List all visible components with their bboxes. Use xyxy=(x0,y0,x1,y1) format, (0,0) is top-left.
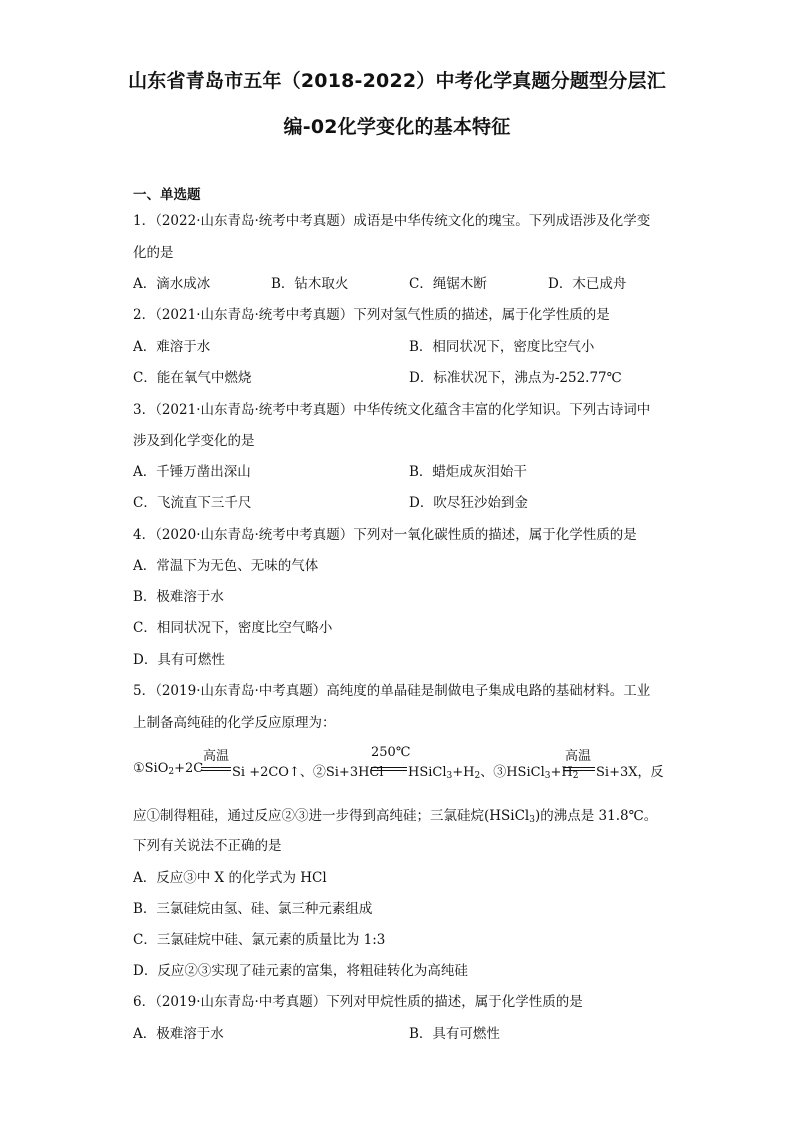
eq3-arrow-line xyxy=(563,767,595,768)
q2-option-b: B．相同状况下，密度比空气小 xyxy=(409,339,595,355)
document-title-line1: 山东省青岛市五年（2018-2022）中考化学真题分题型分层汇 xyxy=(128,70,666,92)
q6-option-a: A．极难溶于水 xyxy=(133,1026,224,1042)
eq2-condition: 250℃ xyxy=(371,745,411,760)
document-title-line2: 编-02化学变化的基本特征 xyxy=(283,116,511,138)
q1-option-d: D．木已成舟 xyxy=(548,276,627,292)
eq3-arrow-line2 xyxy=(563,770,595,771)
question-1-stem-cont: 化的是 xyxy=(133,245,174,261)
question-5-explanation: 应①制得粗硅，通过反应②③进一步得到高纯硅；三氯硅烷(HSiCl$_3$)的沸点是 31.8℃。 xyxy=(133,808,658,825)
q2-option-d: D．标准状况下，沸点为-252.77℃ xyxy=(409,370,622,386)
eq2-arrow-line2 xyxy=(371,770,407,771)
eq3-condition: 高温 xyxy=(565,749,592,764)
eq1-arrow-line2 xyxy=(201,770,231,771)
eq2-product: $HSiCl_3+H_2$、$③HSiCl_3+H_2$ xyxy=(408,765,579,781)
question-2-stem: 2．（2021·山东青岛·统考中考真题）下列对氢气性质的描述，属于化学性质的是 xyxy=(133,307,610,323)
eq1-condition: 高温 xyxy=(203,749,230,764)
q5-option-a: A．反应③中 X 的化学式为 HCl xyxy=(133,870,327,886)
q2-option-a: A．难溶于水 xyxy=(133,339,211,355)
question-1-stem: 1．（2022·山东青岛·统考中考真题）成语是中华传统文化的瑰宝。下列成语涉及化学变 xyxy=(133,213,651,229)
eq1-arrow-line xyxy=(201,767,231,768)
q5-option-c: C．三氯硅烷中硅、氯元素的质量比为 1:3 xyxy=(133,932,386,948)
q5-option-b: B．三氯硅烷由氢、硅、氯三种元素组成 xyxy=(133,901,373,917)
eq3-product: Si+3X，反 xyxy=(596,765,664,780)
q5-option-d: D．反应②③实现了硅元素的富集，将粗硅转化为高纯硅 xyxy=(133,963,468,979)
eq1-reactant: ①SiO$_2$+2C xyxy=(133,761,204,777)
q4-option-a: A．常温下为无色、无味的气体 xyxy=(133,558,319,574)
q1-option-a: A．滴水成冰 xyxy=(133,276,211,292)
question-3-stem-cont: 涉及到化学变化的是 xyxy=(133,433,255,449)
q6-option-b: B．具有可燃性 xyxy=(409,1026,500,1042)
q3-option-b: B．蜡炬成灰泪始干 xyxy=(409,464,527,480)
q1-option-b: B．钻木取火 xyxy=(271,276,349,292)
q2-option-c: C．能在氧气中燃烧 xyxy=(133,370,252,386)
question-5-stem: 5．（2019·山东青岛·中考真题）高纯度的单晶硅是制做电子集成电路的基础材料。工业 xyxy=(133,683,651,699)
eq1-product: Si +2CO↑、②Si+3HCl xyxy=(232,765,384,780)
question-5-stem-cont: 上制备高纯硅的化学反应原理为： xyxy=(133,715,336,731)
question-5-prompt: 下列有关说法不正确的是 xyxy=(133,838,282,854)
q3-option-c: C．飞流直下三千尺 xyxy=(133,495,252,511)
q4-option-c: C．相同状况下，密度比空气略小 xyxy=(133,620,333,636)
q3-option-a: A．千锤万凿出深山 xyxy=(133,464,251,480)
question-6-stem: 6．（2019·山东青岛·中考真题）下列对甲烷性质的描述，属于化学性质的是 xyxy=(133,994,583,1010)
q1-option-c: C．绳锯木断 xyxy=(409,276,487,292)
question-4-stem: 4．（2020·山东青岛·统考中考真题）下列对一氧化碳性质的描述，属于化学性质的是 xyxy=(133,527,637,543)
q4-option-d: D．具有可燃性 xyxy=(133,652,225,668)
section-heading: 一、单选题 xyxy=(133,187,201,203)
q4-option-b: B．极难溶于水 xyxy=(133,589,224,605)
chemical-equations xyxy=(133,745,673,785)
q3-option-d: D．吹尽狂沙始到金 xyxy=(409,495,528,511)
question-3-stem: 3．（2021·山东青岛·统考中考真题）中华传统文化蕴含丰富的化学知识。下列古诗词中 xyxy=(133,402,651,418)
eq2-arrow-line xyxy=(371,767,407,768)
